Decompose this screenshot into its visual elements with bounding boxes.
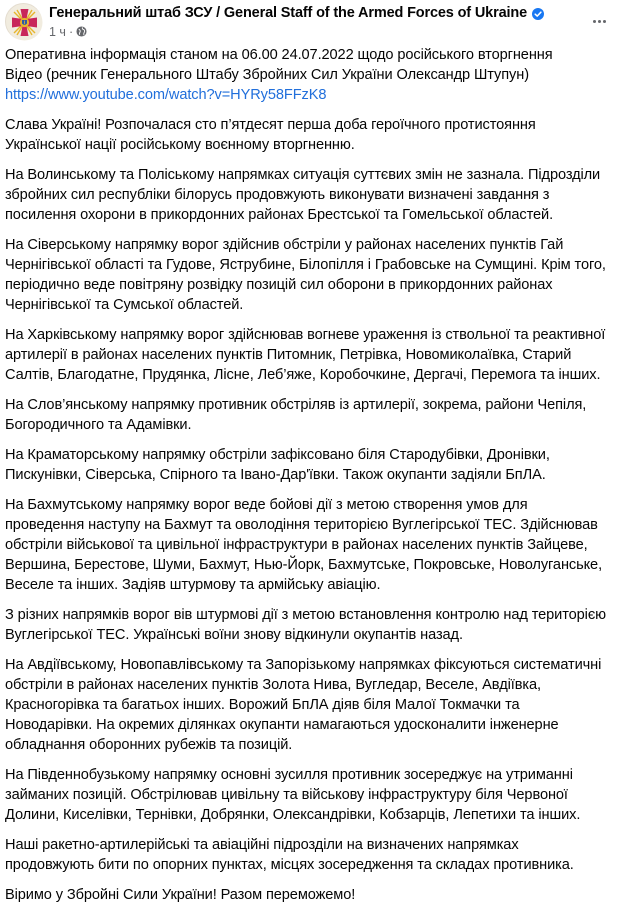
post-timestamp[interactable]: 1 ч <box>49 24 66 39</box>
paragraph-vuhlehirsk: З різних напрямків ворог вів штурмові дії з метою встановлення контролю над територією Вуглегірської ТЕС. Українські воїни знову відкинули окупантів назад. <box>5 607 607 643</box>
paragraph-volyn-polissia: На Волинському та Поліському напрямках ситуація суттєвих змін не зазнала. Підрозділи збройних сил республіки білорусь продовжують виконувати визначені завдання з посилення охорони в прикордонних районах Брестської та Гомельської областей. <box>5 167 601 223</box>
more-dot <box>598 20 601 23</box>
author-line <box>49 4 544 22</box>
paragraph-closing: Віримо у Збройні Сили України! Разом переможемо! <box>5 887 356 903</box>
page-avatar[interactable] <box>5 3 42 40</box>
intro-video-caption: Відео (речник Генерального Штабу Збройних Сил України Олександр Штупун) <box>5 67 529 83</box>
post-intro <box>5 45 610 105</box>
paragraph-south-bug: На Південнобузькому напрямку основні зусилля противник зосереджує на утриманні займаних позицій. Обстрілював цивільну та військову інфраструктуру біля Червоної Долини, Киселівки, Тернівки, Добрянки, Олександрівки, Кобзарців, Лепетихи та інших. <box>5 767 581 823</box>
more-dot <box>603 20 606 23</box>
armed-forces-emblem-icon <box>6 4 43 41</box>
paragraph-greeting: Слава Україні! Розпочалася сто п’ятдесят перша доба героїчного протистояння Української нації російському воєнному вторгненню. <box>5 117 536 153</box>
paragraph-siversk: На Сіверському напрямку ворог здійснив обстріли у районах населених пунктів Гай Чернігівської області та Гудове, Яструбине, Білопілля і Грабовське на Сумщині. Крім того, періодично веде повітряну розвідку позицій сил оборони в прикордонних районах Чернігівської та Сумської областей. <box>5 237 606 313</box>
paragraph-kharkiv: На Харківському напрямку ворог здійснював вогневе ураження із ствольної та реактивної артилерії в районах населених пунктів Питомник, Петрівка, Новомиколаївка, Старий Салтів, Благодатне, Прудянка, Лісне, Леб’яже, Коробочкине, Дергачі, Перемога та інших. <box>5 327 606 383</box>
more-horizontal-icon <box>593 20 596 23</box>
globe-icon[interactable] <box>76 26 87 37</box>
paragraph-artillery: Наші ракетно-артилерійські та авіаційні підрозділи на визначених напрямках продовжують бити по опорних пунктах, місцях зосередження та складах противника. <box>5 837 574 873</box>
post-body <box>5 45 610 915</box>
paragraph-sloviansk: На Слов’янському напрямку противник обстріляв із артилерії, зокрема, райони Чепіля, Богородичного та Адамівки. <box>5 397 587 433</box>
paragraph-kramatorsk: На Краматорському напрямку обстріли зафіксовано біля Стародубівки, Дронівки, Пискунівки, Сіверська, Спірного та Івано-Дар'ївки. Також окупанти задіяли БпЛА. <box>5 447 550 483</box>
author-name[interactable]: Генеральний штаб ЗСУ / General Staff of the Armed Forces of Ukraine <box>49 5 528 21</box>
intro-headline: Оперативна інформація станом на 06.00 24.07.2022 щодо російського вторгнення <box>5 47 553 63</box>
paragraph-avdiivka: На Авдіївському, Новопавлівському та Запорізькому напрямках фіксуються систематичні обстріли в районах населених пунктів Золота Нива, Вугледар, Веселе, Авдіївка, Красногорівка та багатьох інших. Ворожий БпЛА діяв біля Малої Токмачки та Новодарівки. На окремих ділянках окупанти намагаються удосконалити інженерне обладнання оборонних рубежів та позицій. <box>5 657 602 753</box>
post-header <box>0 0 619 44</box>
paragraph-bakhmut: На Бахмутському напрямку ворог веде бойові дії з метою створення умов для проведення наступу на Бахмут та оволодіння територією Вуглегірської ТЕС. Здійснював обстріли військової та цивільної інфраструктури в районах населених пунктів Зайцеве, Вершина, Берестове, Шуми, Бахмут, Нью-Йорк, Бахмутське, Покровське, Новолуганське, Веселе та інших. Задіяв штурмову та армійську авіацію. <box>5 497 603 593</box>
meta-separator: · <box>68 24 74 39</box>
verified-badge-icon <box>532 7 544 19</box>
post-meta <box>49 24 87 39</box>
more-options-button[interactable] <box>587 14 611 28</box>
youtube-link[interactable]: https://www.youtube.com/watch?v=HYRy58FFzK8 <box>5 87 327 103</box>
